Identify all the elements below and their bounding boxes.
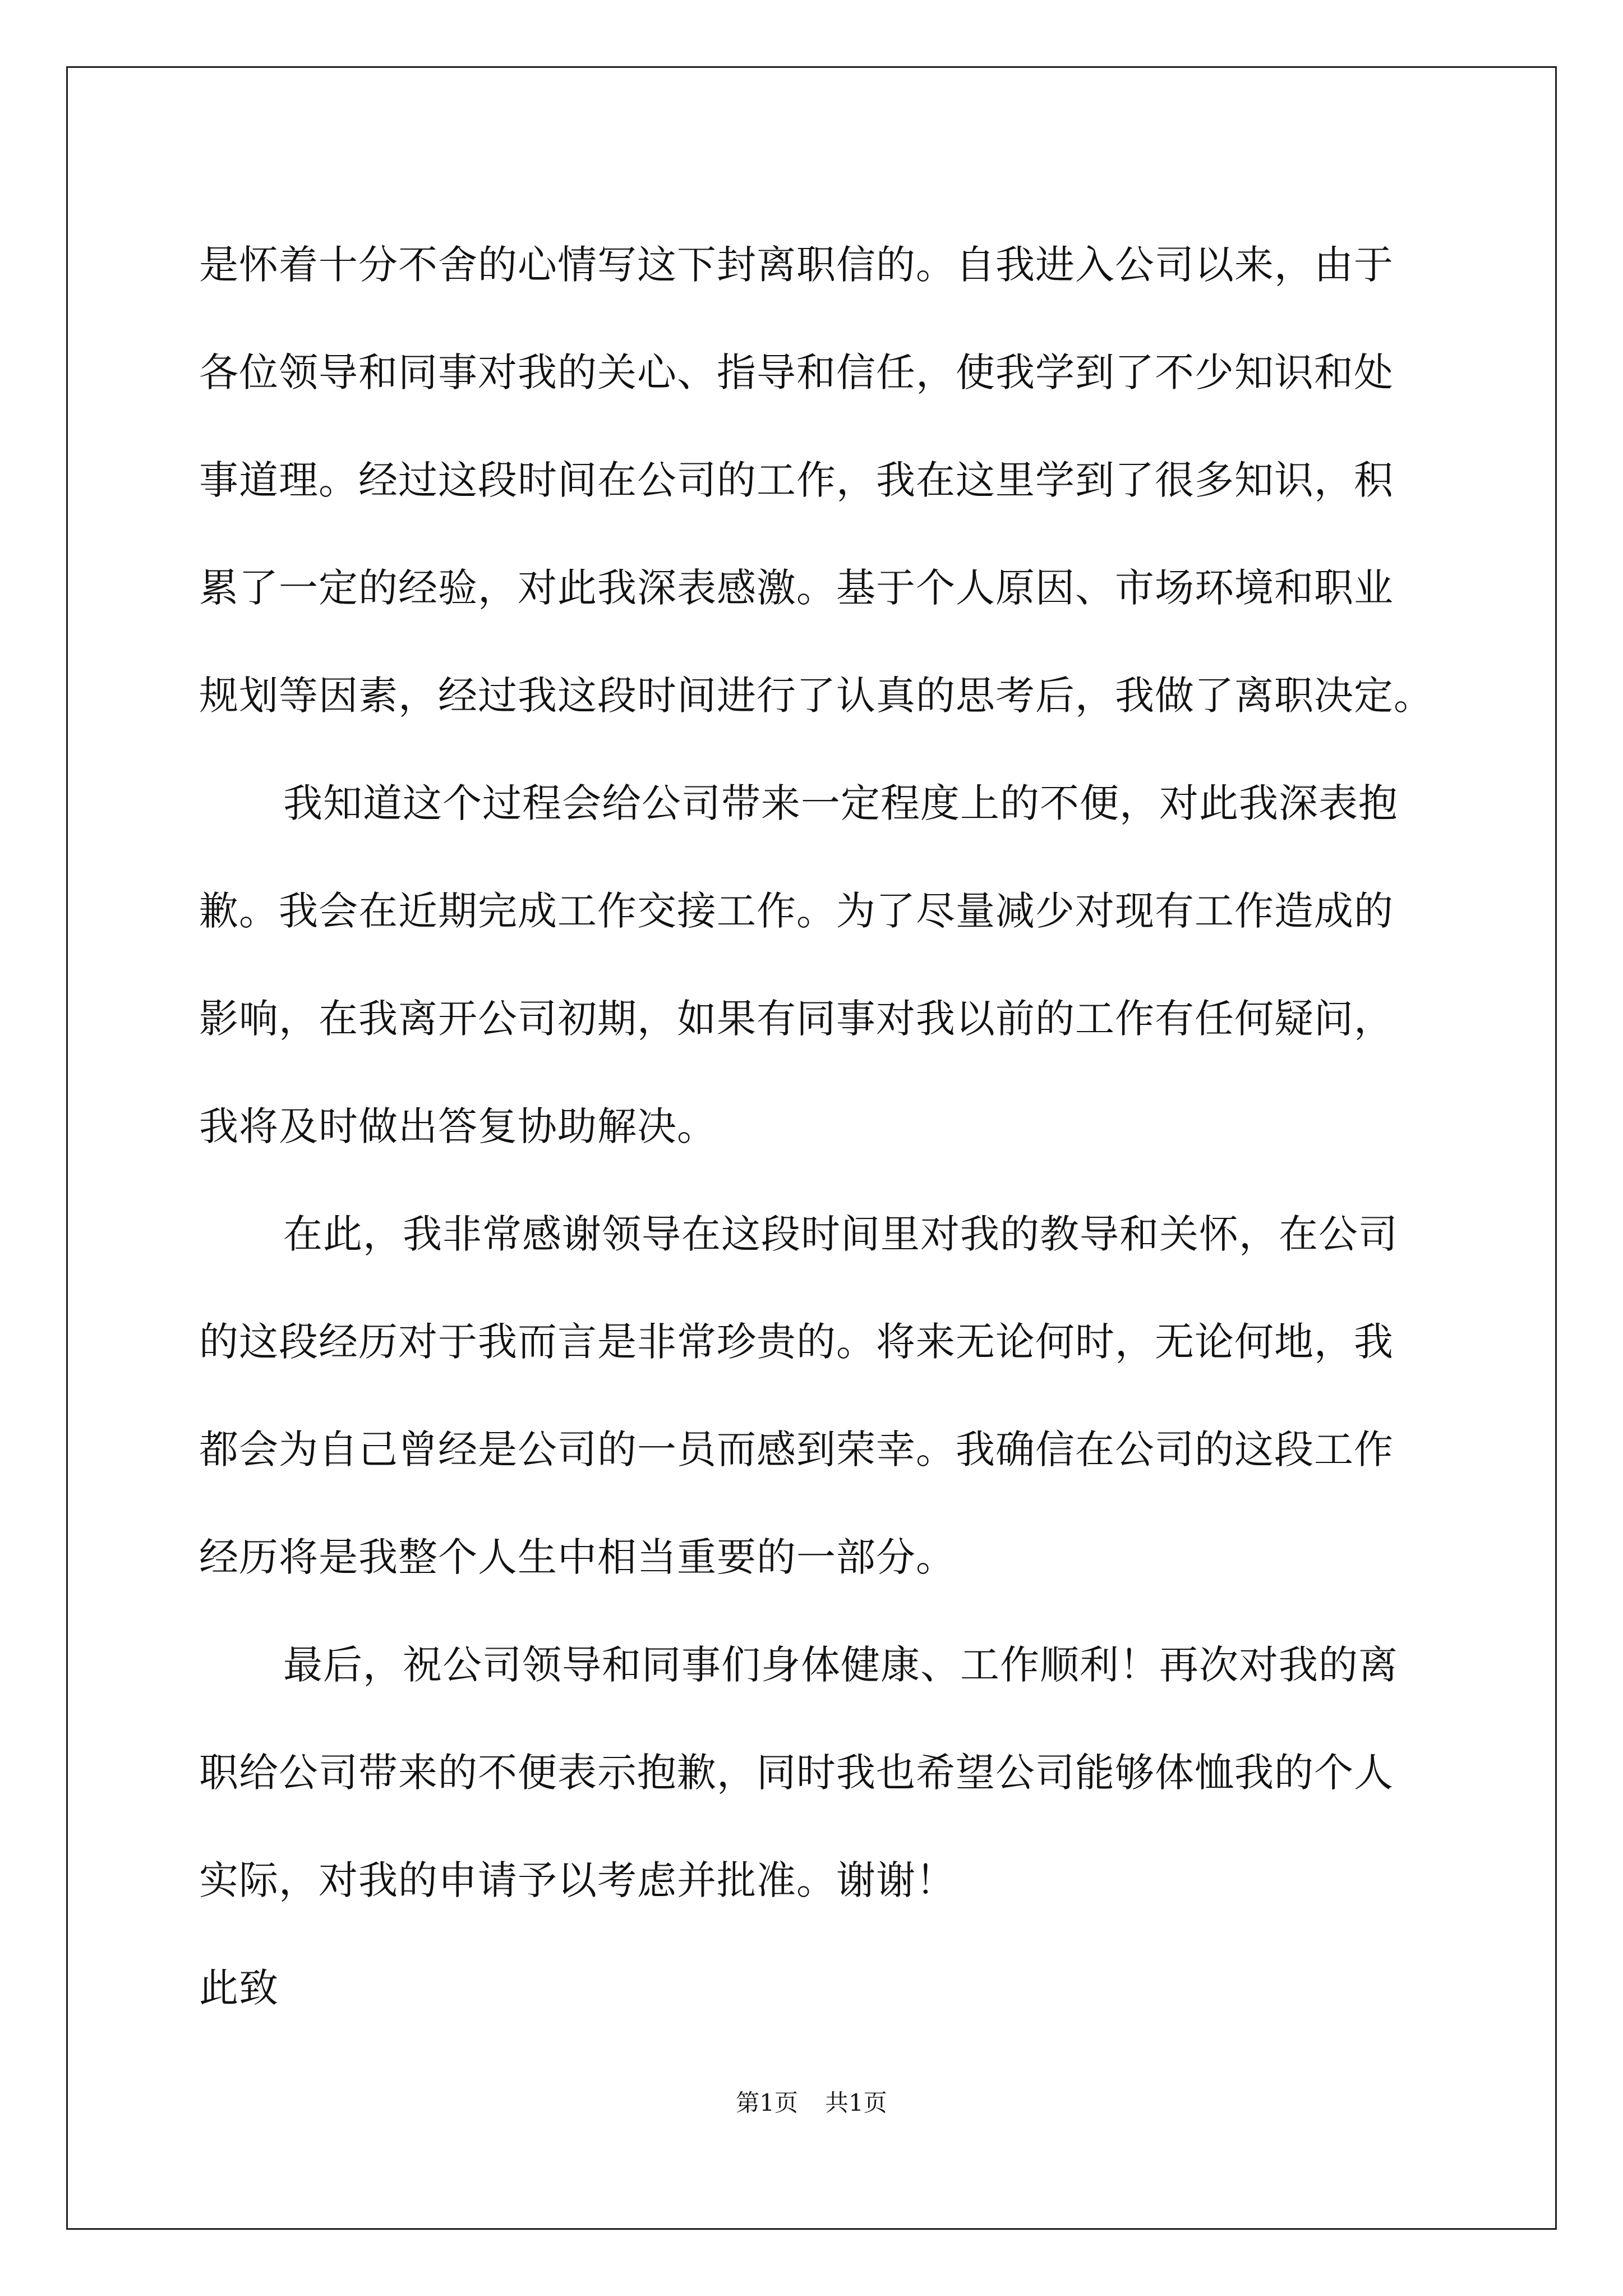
body-line: 规划等因素，经过我这段时间进行了认真的思考后，我做了离职决定。 — [199, 673, 1433, 719]
paragraph-start-line: 最后，祝公司领导和同事们身体健康、工作顺利！再次对我的离 — [283, 1642, 1398, 1688]
page-footer — [0, 2085, 1623, 2118]
body-line: 都会为自己曾经是公司的一员而感到荣幸。我确信在公司的这段工作 — [199, 1427, 1394, 1473]
page-number-current: 第1页 — [736, 2089, 798, 2116]
body-line: 我将及时做出答复协助解决。 — [199, 1103, 717, 1149]
body-line: 经历将是我整个人生中相当重要的一部分。 — [199, 1534, 956, 1580]
body-line: 职给公司带来的不便表示抱歉，同时我也希望公司能够体恤我的个人 — [199, 1750, 1394, 1796]
body-line: 歉。我会在近期完成工作交接工作。为了尽量减少对现有工作造成的 — [199, 888, 1394, 934]
body-line: 的这段经历对于我而言是非常珍贵的。将来无论何时，无论何地，我 — [199, 1319, 1394, 1365]
body-line: 影响，在我离开公司初期，如果有同事对我以前的工作有任何疑问， — [199, 996, 1394, 1042]
body-line: 事道理。经过这段时间在公司的工作，我在这里学到了很多知识，积 — [199, 457, 1394, 503]
page-number-total: 共1页 — [825, 2089, 887, 2116]
body-line: 各位领导和同事对我的关心、指导和信任，使我学到了不少知识和处 — [199, 349, 1394, 395]
paragraph-start-line: 我知道这个过程会给公司带来一定程度上的不便，对此我深表抱 — [283, 780, 1398, 826]
body-line: 实际，对我的申请予以考虑并批准。谢谢！ — [199, 1857, 956, 1903]
closing-line: 此致 — [199, 1965, 279, 2011]
body-line: 累了一定的经验，对此我深表感激。基于个人原因、市场环境和职业 — [199, 565, 1394, 611]
body-line: 是怀着十分不舍的心情写这下封离职信的。自我进入公司以来，由于 — [199, 242, 1394, 288]
letter-body — [199, 211, 1433, 2042]
paragraph-start-line: 在此，我非常感谢领导在这段时间里对我的教导和关怀，在公司 — [283, 1211, 1398, 1257]
